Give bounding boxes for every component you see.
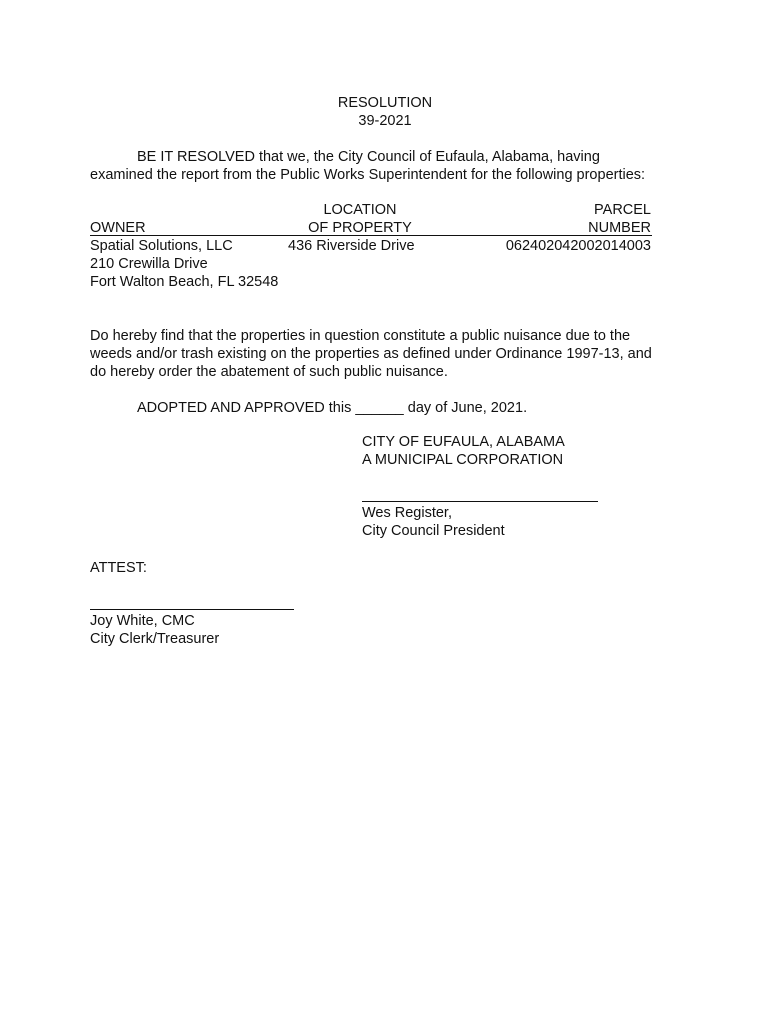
adoption-statement: ADOPTED AND APPROVED this ______ day of June, 2021. [137,400,528,416]
president-name: Wes Register, [362,505,452,521]
parcel-header-line-1: PARCEL [594,202,651,218]
owner-name: Spatial Solutions, LLC [90,238,233,254]
location-header-line-2: OF PROPERTY [308,220,412,236]
owner-header: OWNER [90,220,146,236]
president-title: City Council President [362,523,505,539]
finding-line-1: Do hereby find that the properties in question constitute a public nuisance due to the [90,328,631,344]
resolution-heading: RESOLUTION [337,95,433,111]
table-header-underline [90,235,652,236]
resolution-number: 39-2021 [358,113,412,129]
corporation-label: A MUNICIPAL CORPORATION [362,452,564,468]
resolution-title [0,94,770,130]
intro-paragraph [90,148,690,184]
clerk-name: Joy White, CMC [90,613,195,629]
parcel-number: 062402042002014003 [505,238,651,254]
attest-label: ATTEST: [90,560,147,576]
city-name: CITY OF EUFAULA, ALABAMA [362,434,565,450]
city-signature-block [362,433,565,469]
intro-line-2: examined the report from the Public Works Superintendent for the following properties: [90,167,646,183]
president-signature-line [362,501,598,502]
intro-line-1: BE IT RESOLVED that we, the City Council of Eufaula, Alabama, having [137,149,600,165]
owner-address-line-1: 210 Crewilla Drive [90,256,208,272]
president-signature-block [362,504,505,540]
clerk-signature-line [90,609,294,610]
parcel-header-line-2: NUMBER [588,220,651,236]
property-location: 436 Riverside Drive [288,238,415,254]
owner-cell [90,237,278,291]
owner-address-line-2: Fort Walton Beach, FL 32548 [90,274,279,290]
finding-paragraph [90,327,690,381]
location-header-line-1: LOCATION [323,202,397,218]
clerk-signature-block [90,612,219,648]
finding-line-2: weeds and/or trash existing on the properties as defined under Ordinance 1997-13, and [90,346,652,362]
clerk-title: City Clerk/Treasurer [90,631,220,647]
finding-line-3: do hereby order the abatement of such public nuisance. [90,364,448,380]
